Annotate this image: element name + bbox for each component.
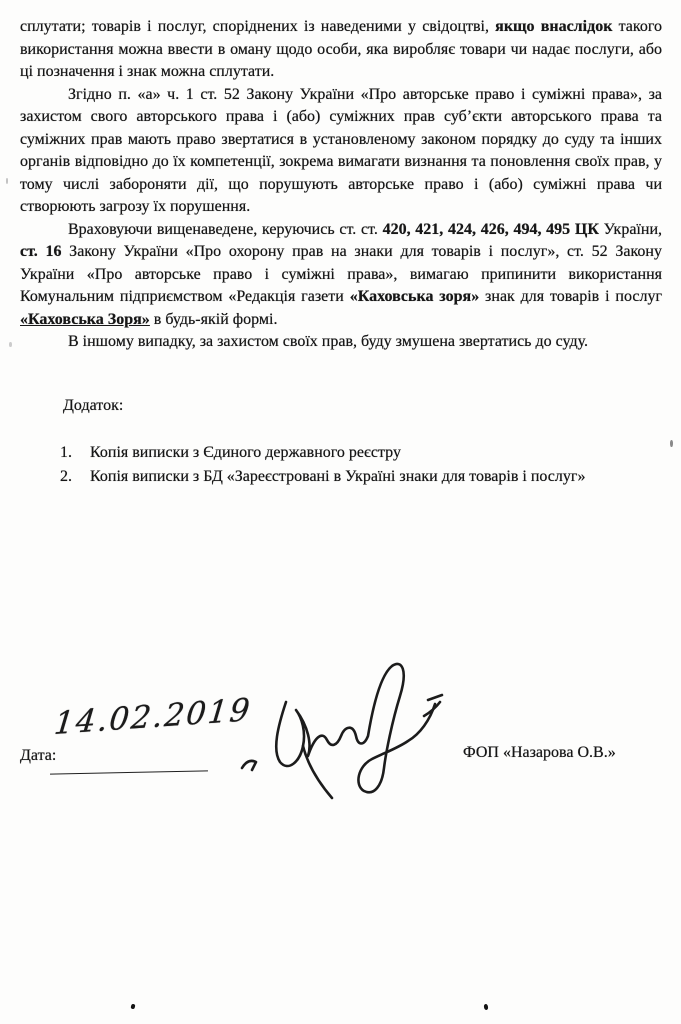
scan-speck — [670, 440, 673, 447]
paragraph — [20, 331, 662, 354]
document-body — [20, 16, 667, 488]
cited-articles: 420, 421, 424, 426, 494, 495 ЦК — [382, 220, 599, 238]
scan-speck — [130, 1004, 135, 1010]
signature-mark — [228, 656, 450, 804]
paragraph-text: в будь-якій формі. — [149, 310, 278, 328]
scan-speck — [9, 342, 12, 347]
paragraph-text: В іншому випадку, за захистом своїх прав, буду змушена звертатись до суду. — [68, 333, 589, 350]
attachment-heading: Додаток: — [63, 396, 124, 414]
list-item-text: Копія виписки з БД «Зареєстровані в Україні знаки для товарів і послуг» — [90, 467, 586, 485]
date-underline — [50, 770, 208, 774]
newspaper-name: «Каховська зоря» — [349, 288, 480, 305]
paragraph-text: Згідно п. «а» ч. 1 ст. 52 Закону України «Про авторське право і суміжні права», за захистом свого авторського права і (або) суміжних прав суб’єкти авторського права та суміжних прав мають право звертатися в установленому законом порядку до суду та інших органів відповідно до їх компетенції, зокрема вимагати визнання та поновлення своїх прав, у тому числі забороняти дії, що порушують авторське право і (або) суміжні права чи створюють загрозу їх порушення. — [20, 85, 666, 215]
scan-speck — [6, 178, 8, 184]
handwritten-date: 14.02.2019 — [52, 691, 254, 743]
scan-speck — [484, 1004, 489, 1011]
date-label: Дата: — [20, 747, 57, 764]
list-item — [60, 465, 662, 489]
paragraph — [20, 84, 666, 219]
trademark-name: «Каховська Зоря» — [20, 310, 150, 328]
paragraph-text-bold: якщо внаслідок — [495, 18, 613, 35]
attachment-list — [20, 441, 662, 488]
signer-name: ФОП «Назарова О.В.» — [463, 744, 616, 761]
paragraph — [20, 16, 667, 84]
paragraph-text: України, — [598, 220, 667, 238]
paragraph-text: знак для товарів і послуг — [479, 288, 667, 305]
paragraph — [20, 219, 667, 332]
list-item-number: 1. — [60, 444, 72, 461]
signature — [228, 656, 450, 804]
cited-article: ст. 16 — [20, 243, 62, 260]
paragraph-text: сплутати; товарів і послуг, споріднених із наведеними у свідоцтві, — [20, 18, 496, 35]
list-item — [60, 441, 662, 465]
list-item-number: 2. — [60, 467, 72, 485]
paragraph-text: такого використання можна ввести в оману щодо особи, яка виробляє товари чи надає послуги, або ці позначення і знак можна сплутати. — [20, 18, 667, 80]
list-item-text: Копія виписки з Єдиного державного реєстру — [90, 444, 401, 461]
paragraph-text: Враховуючи вищенаведене, керуючись ст. ст. — [68, 220, 383, 238]
paragraph-text: Закону України «Про охорону прав на знаки для товарів і послуг», ст. 52 Закону України «Про авторське право і суміжні права», вимагаю припинити використання Комунальним підприємством «Редакція газети — [20, 243, 666, 305]
